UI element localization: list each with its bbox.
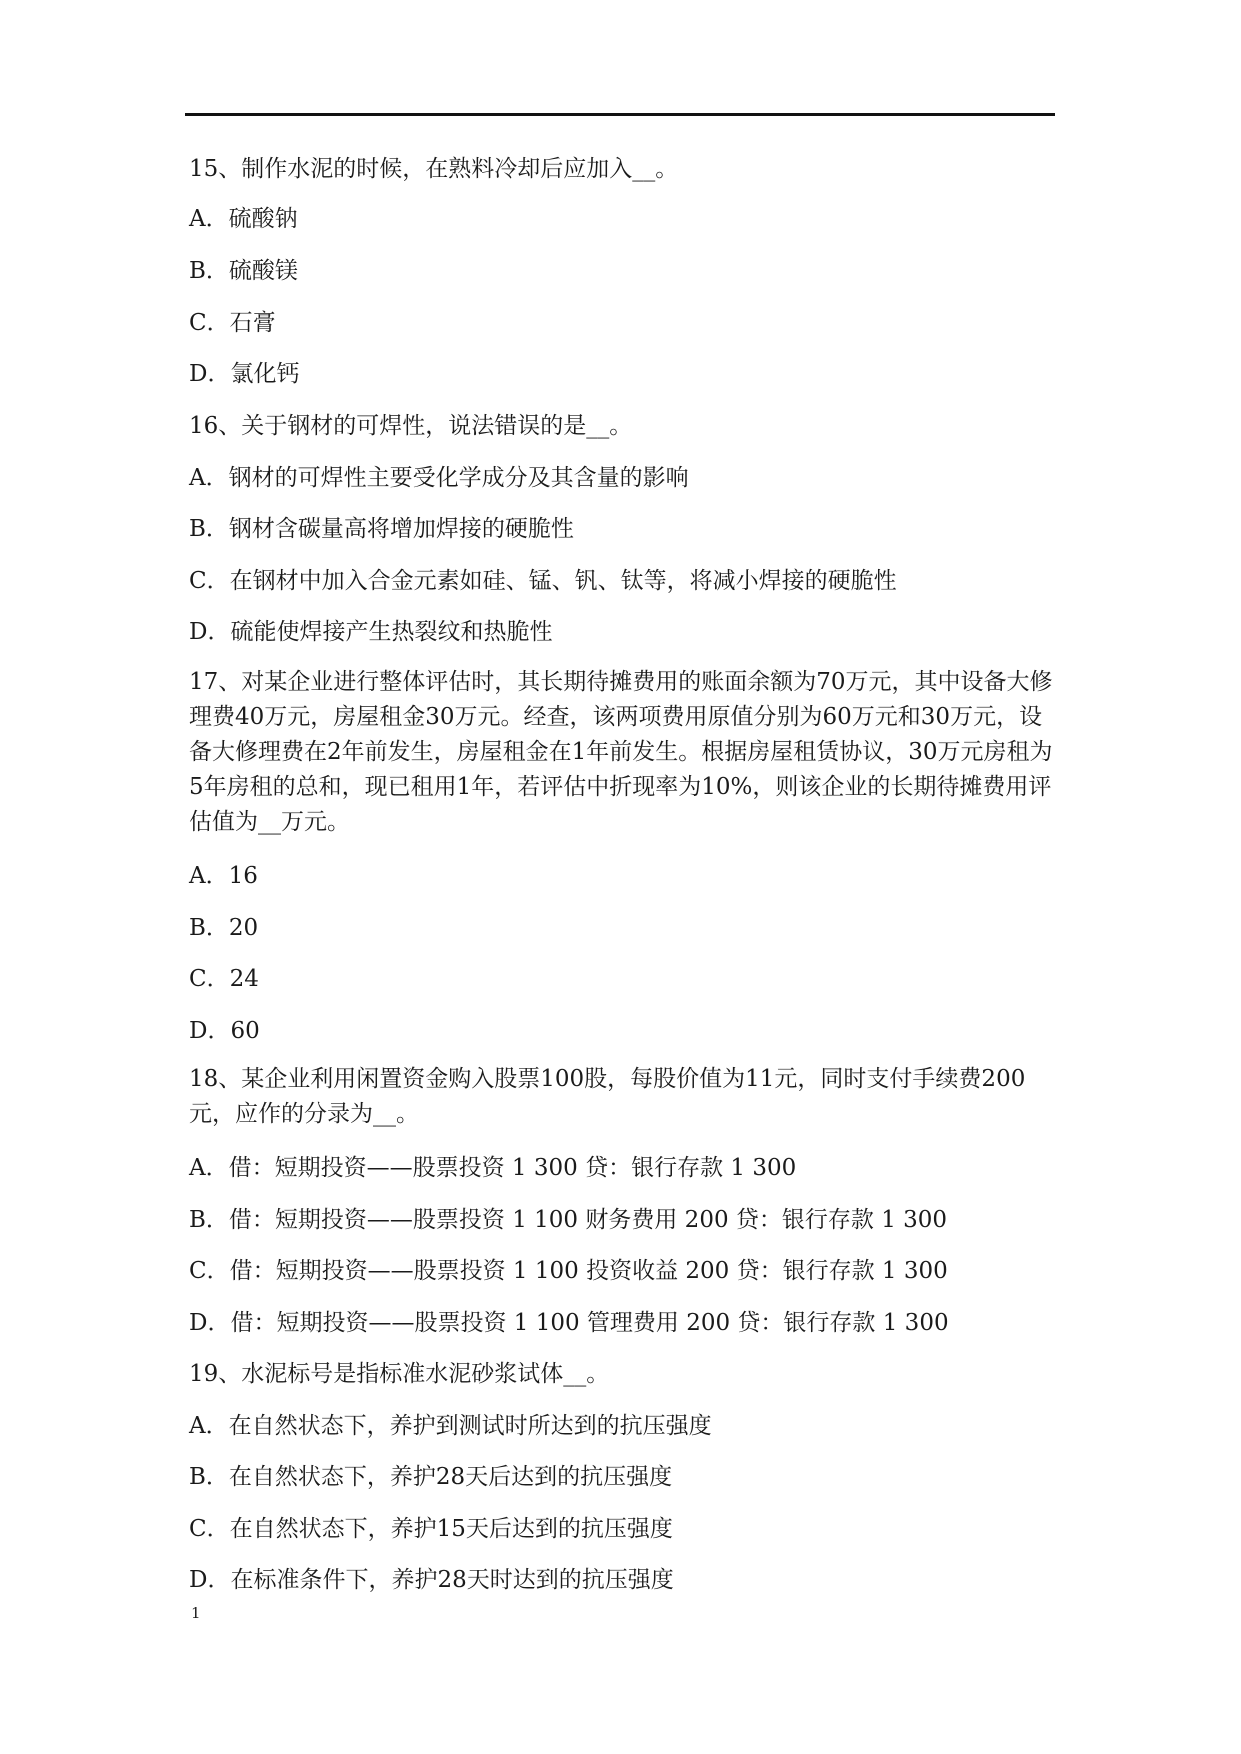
question-19-stem: 19、水泥标号是指标准水泥砂浆试体__。 [189, 1361, 610, 1387]
question-15-option-a: A．硫酸钠 [189, 206, 298, 232]
question-15-option-c: C．石膏 [189, 310, 276, 336]
question-18-option-c: C．借：短期投资——股票投资 1 100 投资收益 200 贷：银行存款 1 300 [189, 1258, 948, 1284]
question-15-option-d: D．氯化钙 [189, 361, 300, 387]
question-17-option-a: A．16 [189, 863, 258, 889]
question-16-option-d: D．硫能使焊接产生热裂纹和热脆性 [189, 619, 553, 645]
question-15-option-b: B．硫酸镁 [189, 258, 298, 284]
question-18-option-d: D．借：短期投资——股票投资 1 100 管理费用 200 贷：银行存款 1 300 [189, 1310, 949, 1336]
question-17-option-d: D．60 [189, 1018, 260, 1044]
question-16-option-b: B．钢材含碳量高将增加焊接的硬脆性 [189, 516, 574, 542]
question-19-option-d: D．在标准条件下，养护28天时达到的抗压强度 [189, 1567, 674, 1593]
question-17-option-b: B．20 [189, 915, 259, 941]
question-19-option-b: B．在自然状态下，养护28天后达到的抗压强度 [189, 1464, 673, 1490]
question-18-stem: 18、某企业利用闲置资金购入股票100股，每股价值为11元，同时支付手续费200元，应作的分录为__。 [189, 1066, 1026, 1127]
header-rule [185, 113, 1055, 116]
question-15-stem: 15、制作水泥的时候，在熟料冷却后应加入__。 [189, 156, 679, 182]
question-16-stem: 16、关于钢材的可焊性，说法错误的是__。 [189, 413, 633, 439]
page-number: 1 [191, 1604, 201, 1622]
question-16-option-c: C．在钢材中加入合金元素如硅、锰、钒、钛等，将减小焊接的硬脆性 [189, 568, 897, 594]
question-19-option-a: A．在自然状态下，养护到测试时所达到的抗压强度 [189, 1413, 712, 1439]
question-19-option-c: C．在自然状态下，养护15天后达到的抗压强度 [189, 1516, 673, 1542]
question-18-option-a: A．借：短期投资——股票投资 1 300 贷：银行存款 1 300 [189, 1155, 797, 1181]
question-18-option-b: B．借：短期投资——股票投资 1 100 财务费用 200 贷：银行存款 1 300 [189, 1207, 948, 1233]
question-16-option-a: A．钢材的可焊性主要受化学成分及其含量的影响 [189, 465, 689, 491]
question-17-stem: 17、对某企业进行整体评估时，其长期待摊费用的账面余额为70万元，其中设备大修理费40万元，房屋租金30万元。经查，该两项费用原值分别为60万元和30万元，设备大修理费在2年前发生，房屋租金在1年前发生。根据房屋租赁协议，30万元房租为5年房租的总和，现已租用1年，若评估中折现率为10%，则该企业的长期待摊费用评估值为__万元。 [189, 669, 1053, 835]
question-17-option-c: C．24 [189, 966, 259, 992]
